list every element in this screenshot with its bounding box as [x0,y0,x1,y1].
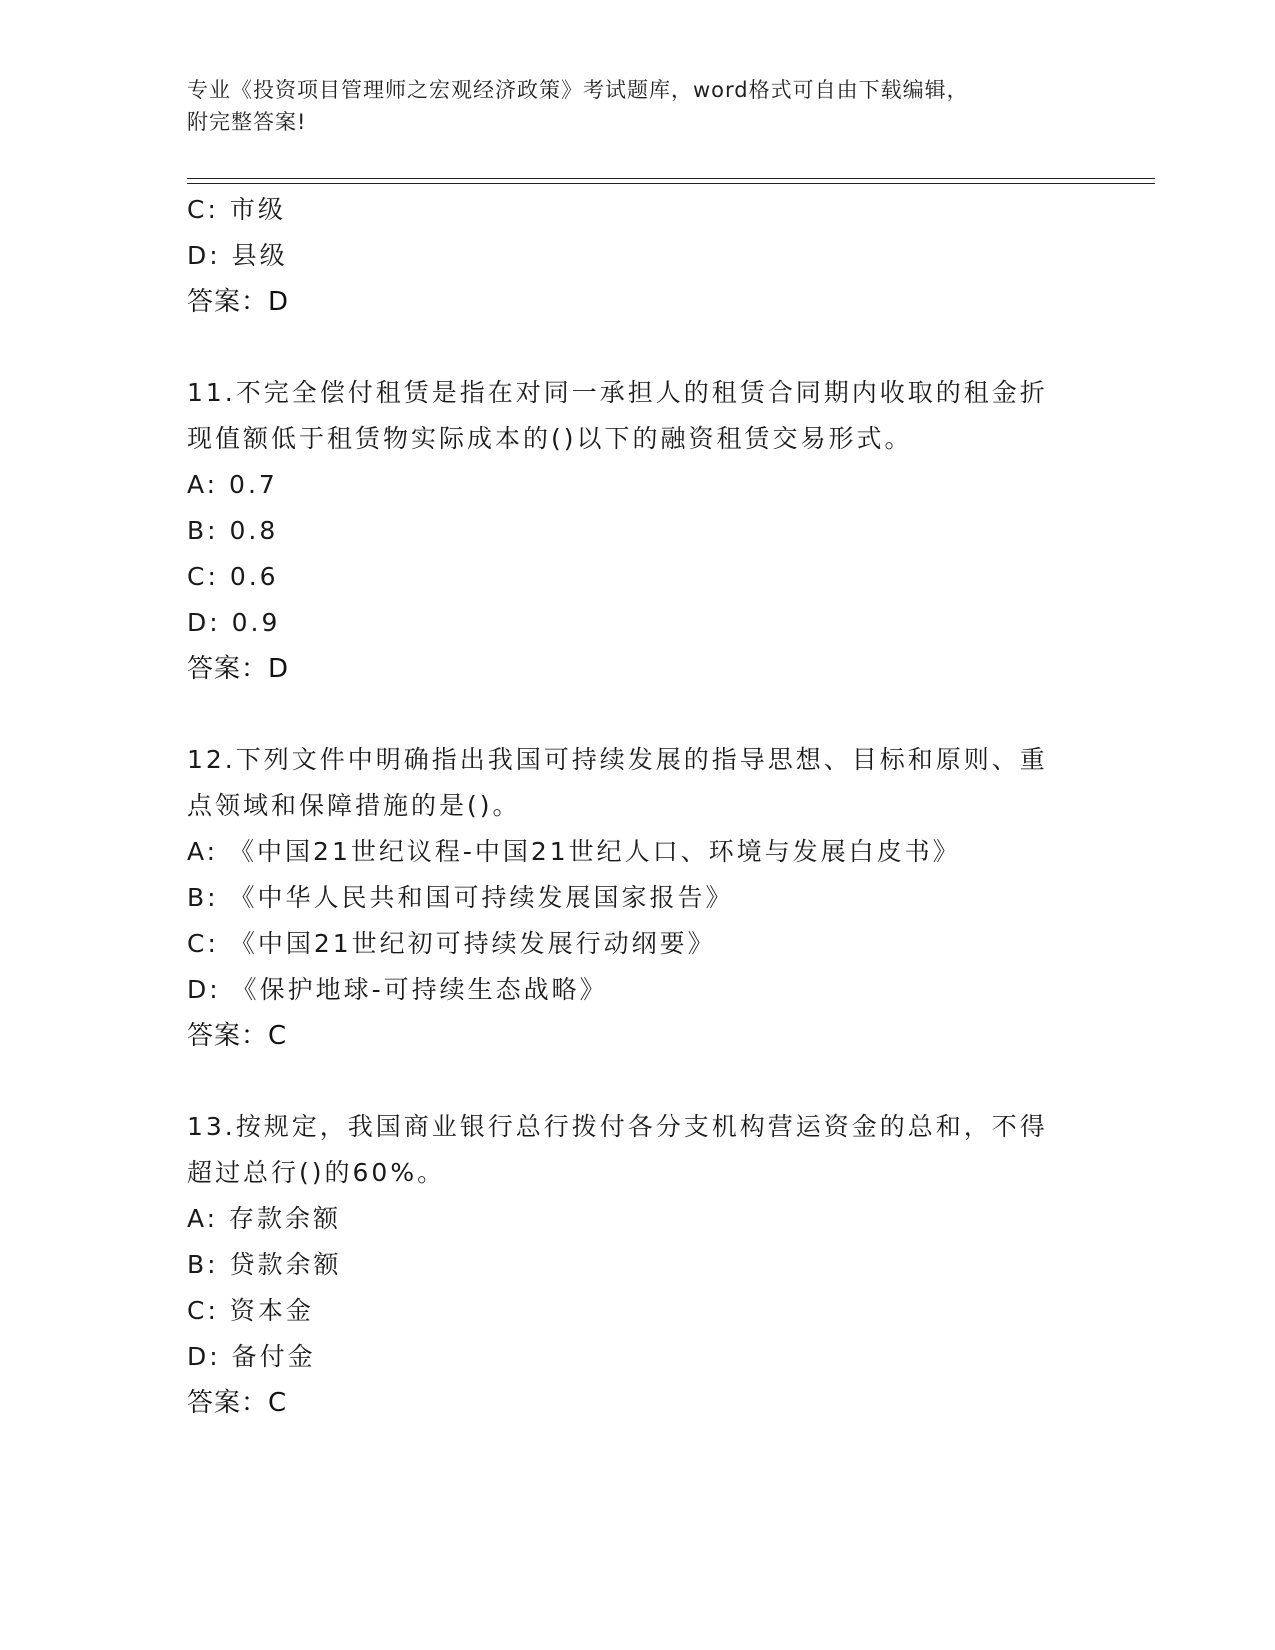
answer-line: 答案：C [187,1021,288,1051]
header-line-2: 附完整答案! [187,110,307,134]
option-d: D: 《保护地球-可持续生态战略》 [187,975,608,1004]
question-text-line-2: 超过总行()的60%。 [187,1158,446,1187]
question-text-line-1: 12.下列文件中明确指出我国可持续发展的指导思想、目标和原则、重 [187,745,1048,774]
header-rule-bottom [187,183,1155,184]
option-a: A: 0.7 [187,470,278,499]
option-a: A: 存款余额 [187,1204,342,1233]
question-block-13 [187,1104,1087,1426]
option-c: C: 《中国21世纪初可持续发展行动纲要》 [187,929,716,958]
question-block-11 [187,370,1087,692]
question-text-line-2: 点领域和保障措施的是()。 [187,791,521,820]
spacer [187,325,1087,370]
option-d: D: 县级 [187,241,288,270]
option-c: C: 0.6 [187,562,279,591]
option-d: D: 备付金 [187,1342,316,1371]
option-b: B: 贷款余额 [187,1250,342,1279]
option-c: C: 资本金 [187,1296,314,1325]
header-line-1: 专业《投资项目管理师之宏观经济政策》考试题库，word格式可自由下载编辑， [187,78,969,102]
option-b: B: 《中华人民共和国可持续发展国家报告》 [187,883,734,912]
question-block-12 [187,737,1087,1059]
question-text-line-1: 13.按规定，我国商业银行总行拨付各分支机构营运资金的总和，不得 [187,1112,1048,1141]
option-d: D: 0.9 [187,608,281,637]
answer-line: 答案：D [187,287,290,317]
option-c: C: 市级 [187,195,286,224]
option-a: A: 《中国21世纪议程-中国21世纪人口、环境与发展白皮书》 [187,837,961,866]
question-text-line-2: 现值额低于租赁物实际成本的()以下的融资租赁交易形式。 [187,424,913,453]
header-rule-top [187,178,1155,179]
answer-line: 答案：D [187,654,290,684]
option-b: B: 0.8 [187,516,279,545]
document-header [187,74,1067,138]
question-block-prev [187,187,1087,325]
question-text-line-1: 11.不完全偿付租赁是指在对同一承担人的租赁合同期内收取的租金折 [187,378,1048,407]
spacer [187,1059,1087,1104]
spacer [187,692,1087,737]
answer-line: 答案：C [187,1388,288,1418]
question-list [187,187,1087,1426]
